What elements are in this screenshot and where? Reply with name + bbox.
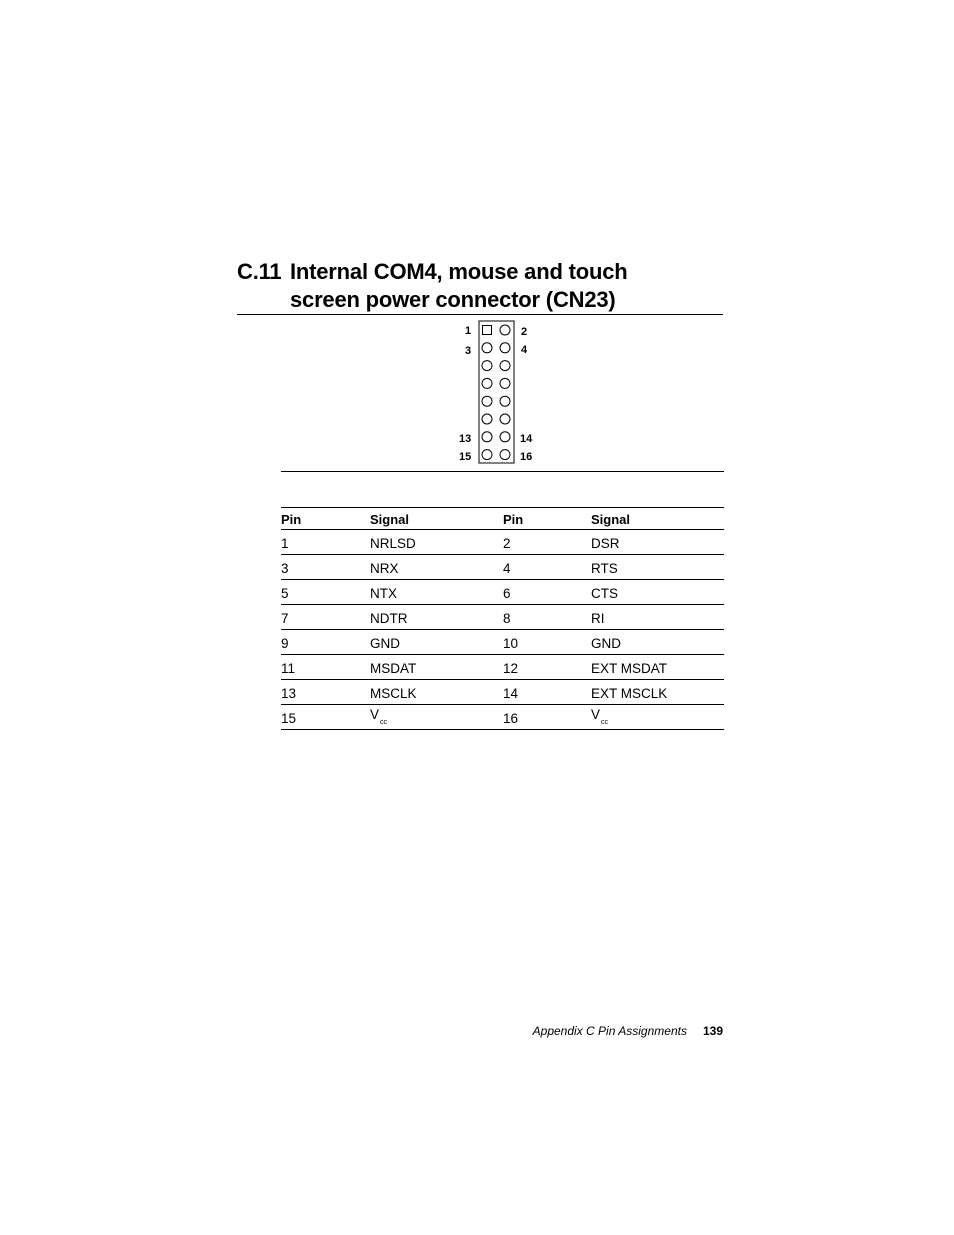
pin-b-cell: 8 — [503, 605, 591, 630]
signal-a-cell: MSDAT — [370, 655, 503, 680]
pin-a-cell: 1 — [281, 530, 370, 555]
pin-a-cell: 3 — [281, 555, 370, 580]
pin-2 — [500, 325, 510, 335]
pin-a-cell: 13 — [281, 680, 370, 705]
page-number: 139 — [702, 1024, 723, 1038]
signal-a-cell: MSCLK — [370, 680, 503, 705]
pin-16 — [500, 450, 510, 460]
pin-a-cell: 5 — [281, 580, 370, 605]
signal-b-cell: GND — [591, 630, 724, 655]
section-title-line2: screen power connector (CN23) — [290, 287, 616, 312]
pin-b-cell: 10 — [503, 630, 591, 655]
table-row — [281, 580, 724, 605]
table-row — [281, 555, 724, 580]
heading-rule — [237, 314, 723, 315]
pin-assignment-table — [281, 507, 724, 730]
pin-10 — [500, 396, 510, 406]
table-row — [281, 530, 724, 555]
signal-b-cell: EXT MSDAT — [591, 655, 724, 680]
signal-a-cell: GND — [370, 630, 503, 655]
pin-a-cell: 9 — [281, 630, 370, 655]
pin-a-cell: 7 — [281, 605, 370, 630]
section-heading — [237, 258, 723, 314]
header-pin-a: Pin — [281, 508, 370, 530]
table-row — [281, 655, 724, 680]
pin-4 — [500, 343, 510, 353]
diagram-rule — [281, 471, 724, 472]
pin-b-cell: 12 — [503, 655, 591, 680]
pin-label-16: 16 — [520, 451, 533, 463]
header-signal-b: Signal — [591, 508, 724, 530]
table-row — [281, 605, 724, 630]
signal-a-cell: NTX — [370, 580, 503, 605]
pin-b-cell: 14 — [503, 680, 591, 705]
signal-a-cell — [370, 705, 503, 730]
pin-label-3: 3 — [465, 345, 472, 357]
signal-b-cell — [591, 705, 724, 730]
signal-b-cell: RTS — [591, 555, 724, 580]
pin-a-cell: 15 — [281, 705, 370, 730]
pin-15 — [482, 450, 492, 460]
table-row — [281, 705, 724, 730]
pin-12 — [500, 414, 510, 424]
signal-a-cell: NDTR — [370, 605, 503, 630]
pin-label-2: 2 — [521, 326, 528, 338]
connector-diagram — [440, 318, 560, 470]
pin-3 — [482, 343, 492, 353]
header-signal-a: Signal — [370, 508, 503, 530]
signal-b-cell: EXT MSCLK — [591, 680, 724, 705]
pin-b-cell: 16 — [503, 705, 591, 730]
pin-8 — [500, 378, 510, 388]
header-pin-b: Pin — [503, 508, 591, 530]
table-row — [281, 680, 724, 705]
pin-13 — [482, 432, 492, 442]
signal-a-cell: NRLSD — [370, 530, 503, 555]
signal-a-text: V — [370, 707, 380, 722]
pin-b-cell: 6 — [503, 580, 591, 605]
pin-b-cell: 2 — [503, 530, 591, 555]
signal-b-subscript: cc — [601, 719, 609, 726]
pin-5 — [482, 361, 492, 371]
pin-14 — [500, 432, 510, 442]
signal-b-text: V — [591, 707, 601, 722]
section-number: C.11 — [237, 259, 282, 284]
pin-grid — [482, 325, 510, 460]
signal-a-subscript: cc — [380, 719, 388, 726]
pin-label-14: 14 — [520, 433, 533, 445]
signal-a-cell: NRX — [370, 555, 503, 580]
pin-6 — [500, 361, 510, 371]
pin-a-cell: 11 — [281, 655, 370, 680]
pin-label-13: 13 — [459, 433, 472, 445]
signal-b-cell: DSR — [591, 530, 724, 555]
signal-b-cell: CTS — [591, 580, 724, 605]
pin-label-1: 1 — [465, 325, 472, 337]
pin-1 — [483, 326, 492, 335]
pin-11 — [482, 414, 492, 424]
pin-7 — [482, 378, 492, 388]
section-title-line1: Internal COM4, mouse and touch — [290, 259, 628, 284]
pin-label-15: 15 — [459, 451, 472, 463]
table-header-row — [281, 508, 724, 530]
page-footer — [480, 1024, 723, 1038]
pin-label-4: 4 — [521, 344, 528, 356]
signal-b-cell: RI — [591, 605, 724, 630]
connector-outline — [479, 321, 514, 463]
pin-9 — [482, 396, 492, 406]
table-row — [281, 630, 724, 655]
footer-label: Appendix C Pin Assignments — [532, 1024, 687, 1038]
pin-b-cell: 4 — [503, 555, 591, 580]
